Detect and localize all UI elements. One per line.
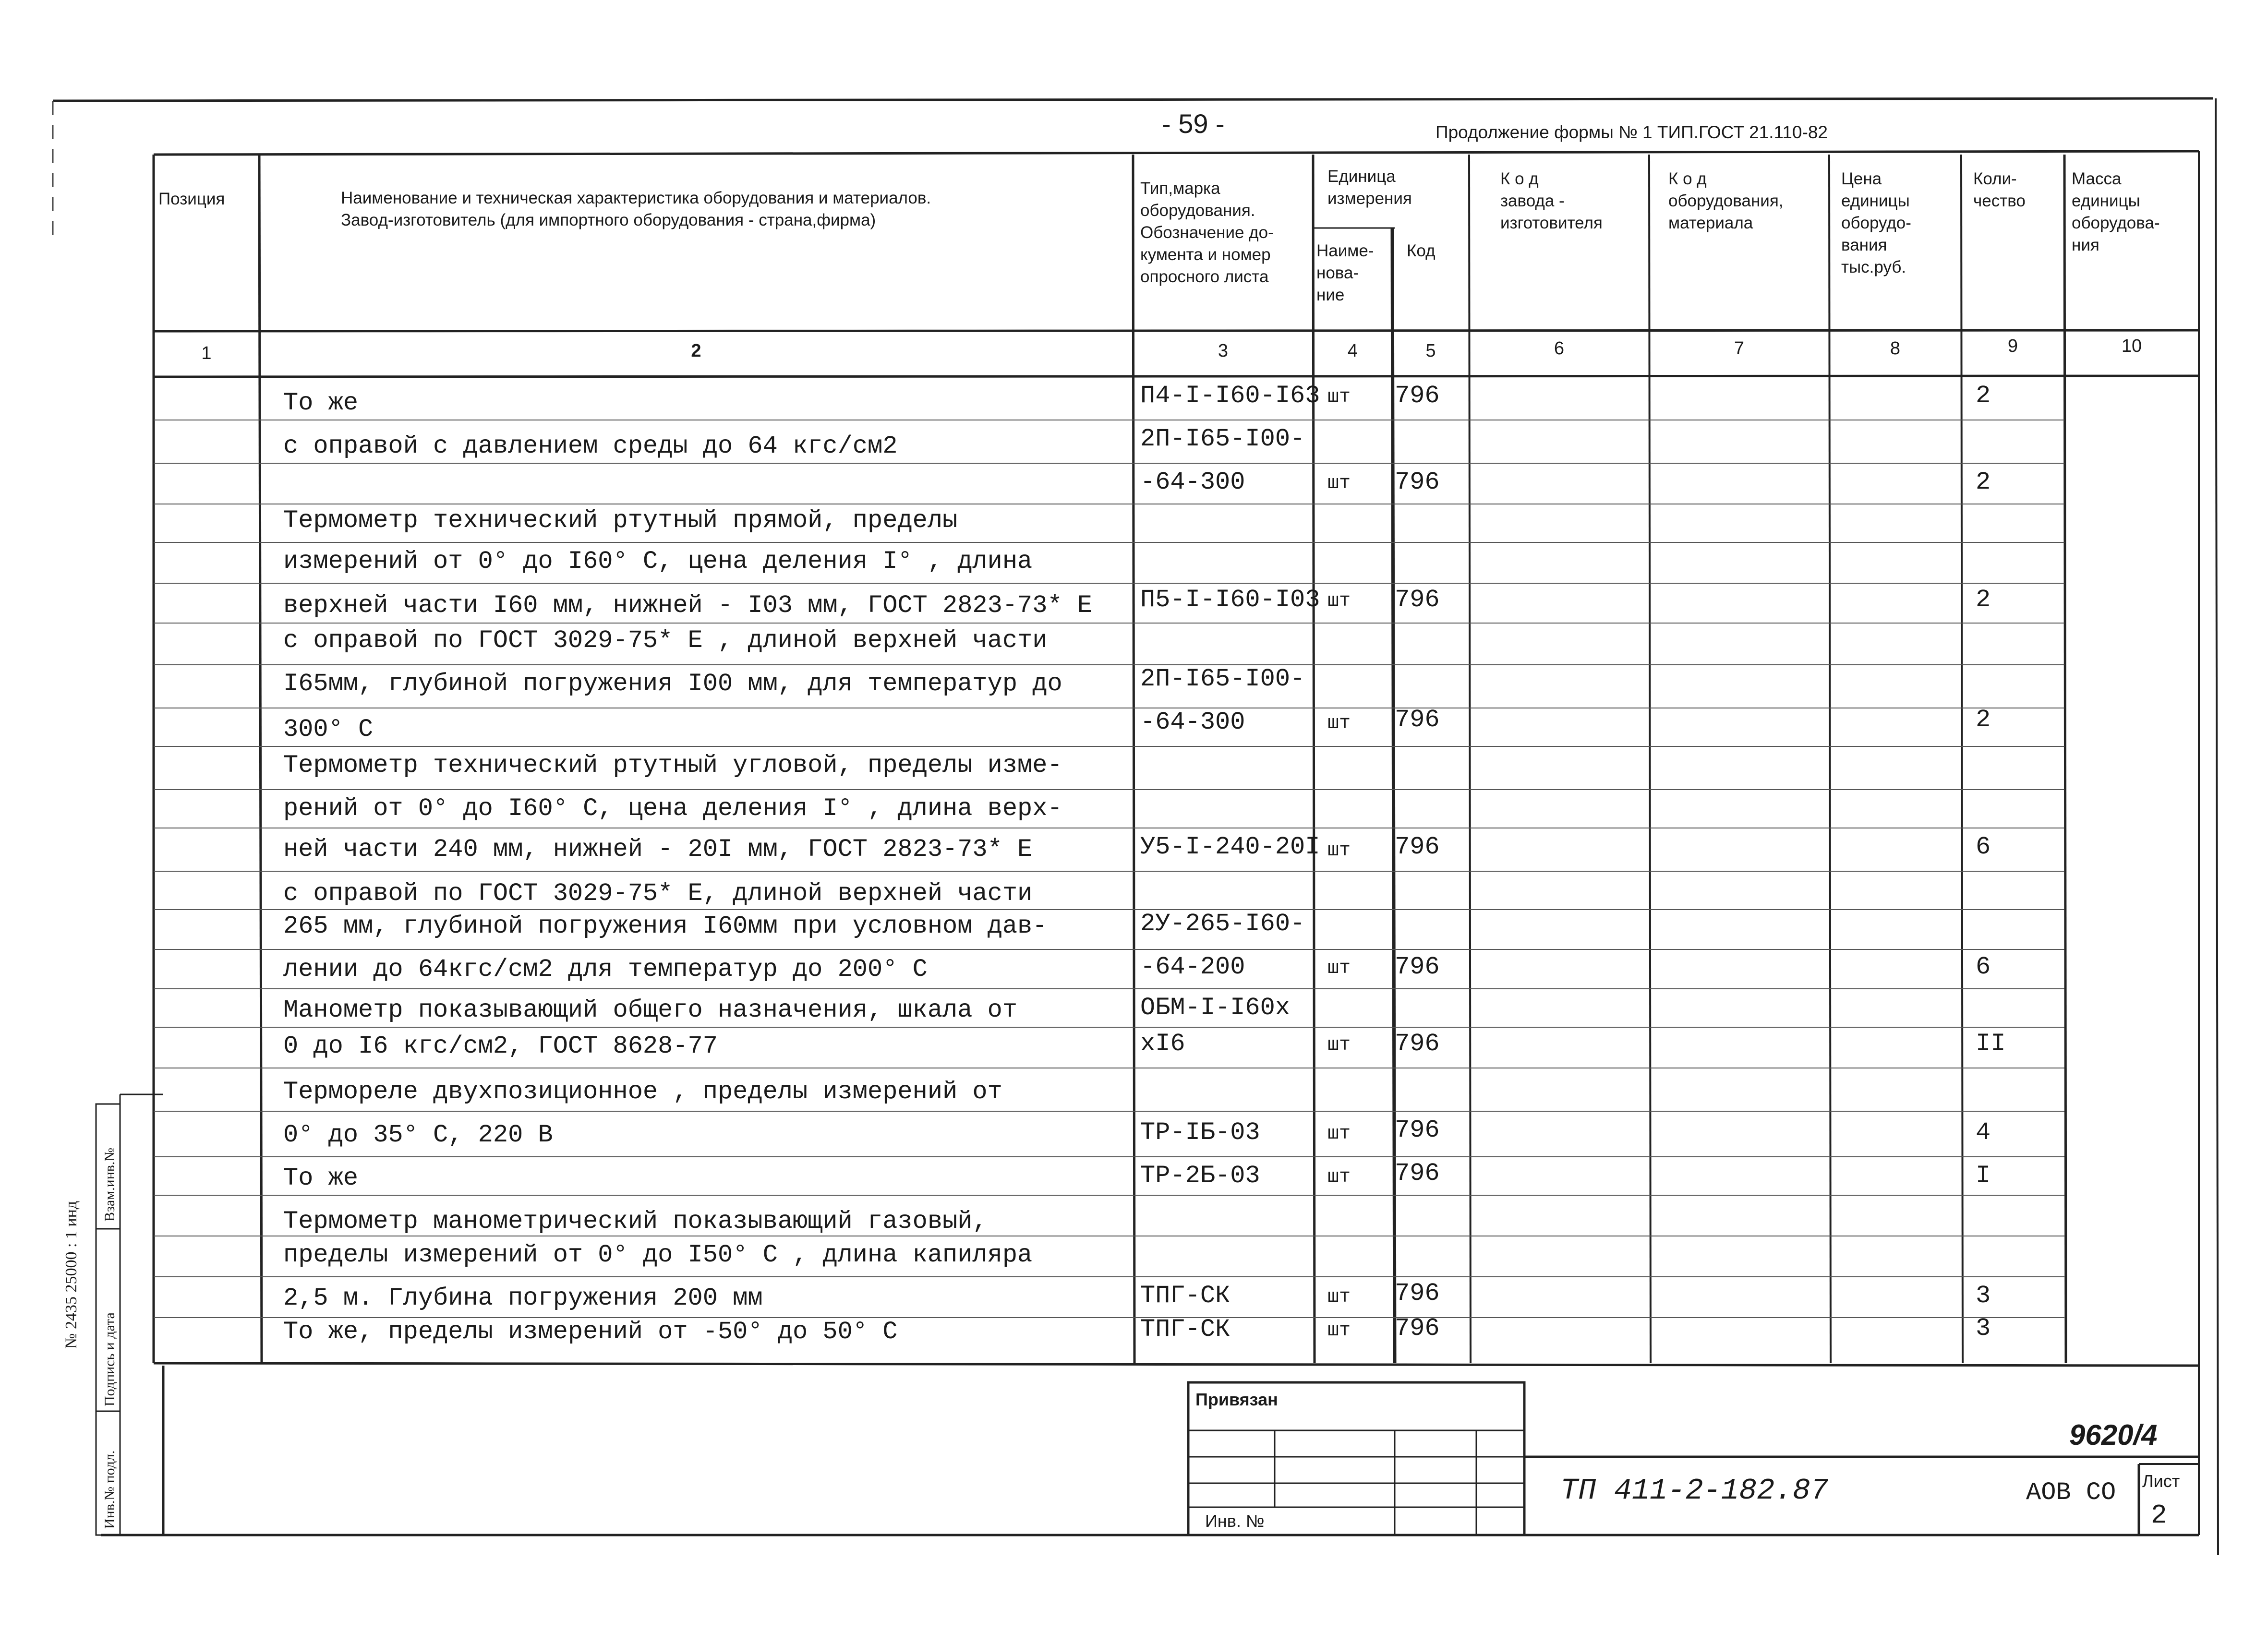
row-name: То же, пределы измерений от -50° до 50° С xyxy=(283,1318,898,1346)
stamp-doc-number: 9620/4 xyxy=(2069,1419,2158,1451)
row-unit: шт xyxy=(1327,1320,1351,1342)
header-price: Цена единицы оборудо- вания тыс.руб. xyxy=(1841,169,1911,276)
row-unit: шт xyxy=(1327,590,1351,612)
row-type: 2У-265-I60- xyxy=(1140,910,1305,938)
row-name: I65мм, глубиной погружения I00 мм, для температур до xyxy=(283,670,1062,698)
row-name: То же xyxy=(283,389,359,417)
header-unit-name: Наиме- нова- ние xyxy=(1316,241,1374,304)
header-mass: Масса единицы оборудова- ния xyxy=(2072,169,2160,254)
row-name: 0 до I6 кгс/см2, ГОСТ 8628-77 xyxy=(283,1032,718,1060)
row-name: Манометр показывающий общего назначения, шкала от xyxy=(283,996,1018,1024)
row-name: пределы измерений от 0° до I50° С , длина капиляра xyxy=(283,1241,1033,1269)
row-type: хI6 xyxy=(1140,1030,1185,1058)
row-type: П5-I-I60-I03 xyxy=(1140,586,1320,614)
row-qty: 2 xyxy=(1976,706,1991,734)
row-code: 796 xyxy=(1395,833,1440,861)
row-qty: 2 xyxy=(1976,586,1991,614)
row-unit: шт xyxy=(1327,473,1351,494)
row-name: То же xyxy=(283,1164,359,1192)
row-type: -64-200 xyxy=(1140,953,1245,981)
column-number-7: 7 xyxy=(1734,338,1745,359)
row-qty: I xyxy=(1976,1162,1991,1190)
row-type: ТПГ-СК xyxy=(1140,1282,1231,1310)
row-name: ней части 240 мм, нижней - 20I мм, ГОСТ 2823-73* Е xyxy=(283,835,1033,864)
stamp-project-code: ТП 411-2-182.87 xyxy=(1560,1474,1829,1508)
row-name: с оправой по ГОСТ 3029-75* Е , длиной верхней части xyxy=(283,626,1048,655)
header-equipment-code: К о д оборудования, материала xyxy=(1668,169,1784,232)
side-inv-no-podl: Инв.№ подл. xyxy=(102,1450,118,1529)
row-code: 796 xyxy=(1395,1314,1440,1343)
row-qty: 3 xyxy=(1976,1282,1991,1310)
side-archive-stamp: № 2435 25000 : 1 инд xyxy=(62,1200,80,1349)
row-unit: шт xyxy=(1327,1034,1351,1056)
stamp-sheet-label: Лист xyxy=(2142,1471,2180,1491)
row-name: измерений от 0° до I60° С, цена деления I° , длина xyxy=(283,547,1033,576)
row-name: 0° до 35° С, 220 В xyxy=(283,1121,553,1149)
row-name: верхней части I60 мм, нижней - I03 мм, ГОСТ 2823-73* Е xyxy=(283,591,1093,620)
column-number-6: 6 xyxy=(1554,338,1565,359)
row-name: Термометр манометрический показывающий газовый, xyxy=(283,1207,988,1236)
page-number: - 59 - xyxy=(1162,108,1225,139)
row-qty: 6 xyxy=(1976,833,1991,861)
form-continuation: Продолжение формы № 1 ТИП.ГОСТ 21.110-82 xyxy=(1436,122,1828,142)
side-vzam-inv: Взам.инв.№ xyxy=(102,1147,118,1222)
row-code: 796 xyxy=(1395,953,1440,981)
row-name: Термометр технический ртутный прямой, пределы xyxy=(283,506,958,535)
row-type: ТПГ-СК xyxy=(1140,1315,1231,1344)
row-name: Термометр технический ртутный угловой, пределы изме- xyxy=(283,751,1062,780)
stamp-sheet-number: 2 xyxy=(2151,1500,2167,1531)
row-unit: шт xyxy=(1327,713,1351,734)
row-unit: шт xyxy=(1327,958,1351,979)
row-code: 796 xyxy=(1395,1279,1440,1308)
row-qty: 4 xyxy=(1976,1118,1991,1147)
header-name: Наименование и техническая характеристика оборудования и материалов. Завод-изготовитель (для импортного оборудования - страна,фирма) xyxy=(341,189,931,229)
row-qty: 6 xyxy=(1976,953,1991,981)
row-name: 300° С xyxy=(283,715,374,744)
row-name: 2,5 м. Глубина погружения 200 мм xyxy=(283,1284,763,1312)
header-factory-code: К о д завода - изготовителя xyxy=(1500,169,1603,232)
row-name: рений от 0° до I60° С, цена деления I° , длина верх- xyxy=(283,794,1062,823)
header-unit-code: Код xyxy=(1407,241,1436,260)
column-number-3: 3 xyxy=(1218,341,1229,361)
row-code: 796 xyxy=(1395,1159,1440,1188)
row-unit: шт xyxy=(1327,1123,1351,1145)
stamp-privyazan: Привязан xyxy=(1195,1390,1278,1409)
header-position: Позиция xyxy=(158,190,225,208)
column-number-9: 9 xyxy=(2007,336,2018,356)
row-type: ОБМ-I-I60х xyxy=(1140,994,1291,1022)
header-unit-group: Единица измерения xyxy=(1327,167,1412,208)
row-code: 796 xyxy=(1395,706,1440,734)
row-unit: шт xyxy=(1327,386,1351,408)
row-code: 796 xyxy=(1395,586,1440,614)
row-type: П4-I-I60-I63 xyxy=(1140,382,1320,410)
row-type: ТР-IБ-03 xyxy=(1140,1118,1260,1147)
column-number-2: 2 xyxy=(691,341,701,361)
row-type: -64-300 xyxy=(1140,708,1245,736)
row-name: с оправой с давлением среды до 64 кгс/см2 xyxy=(283,432,898,460)
row-code: 796 xyxy=(1395,468,1440,496)
row-qty: 2 xyxy=(1976,468,1991,496)
row-type: 2П-I65-I00- xyxy=(1140,665,1305,693)
row-name: Термореле двухпозиционное , пределы измерений от xyxy=(283,1078,1002,1106)
row-qty: II xyxy=(1976,1030,2006,1058)
header-quantity: Коли- чество xyxy=(1973,169,2026,210)
column-number-10: 10 xyxy=(2121,336,2142,356)
row-name: лении до 64кгс/см2 для температур до 200° С xyxy=(283,955,928,984)
row-type: 2П-I65-I00- xyxy=(1140,425,1305,453)
row-type: У5-I-240-20I xyxy=(1140,833,1320,861)
column-number-1: 1 xyxy=(201,343,212,363)
row-type: -64-300 xyxy=(1140,468,1245,496)
row-type: ТР-2Б-03 xyxy=(1140,1162,1260,1190)
row-code: 796 xyxy=(1395,1116,1440,1144)
header-type: Тип,марка оборудования. Обозначение до- кумента и номер опросного листа xyxy=(1140,179,1274,286)
side-signature-date: Подпись и дата xyxy=(102,1312,118,1406)
stamp-section: АОВ СО xyxy=(2026,1478,2116,1507)
row-name: 265 мм, глубиной погружения I60мм при условном дав- xyxy=(283,912,1048,940)
column-number-8: 8 xyxy=(1890,338,1901,359)
row-qty: 2 xyxy=(1976,382,1991,410)
row-unit: шт xyxy=(1327,840,1351,862)
row-qty: 3 xyxy=(1976,1314,1991,1343)
stamp-inv-no: Инв. № xyxy=(1205,1511,1265,1531)
column-number-4: 4 xyxy=(1347,341,1358,361)
column-number-5: 5 xyxy=(1425,341,1436,361)
row-unit: шт xyxy=(1327,1286,1351,1308)
row-code: 796 xyxy=(1395,382,1440,410)
row-code: 796 xyxy=(1395,1030,1440,1058)
row-name: с оправой по ГОСТ 3029-75* Е, длиной верхней части xyxy=(283,879,1033,908)
row-unit: шт xyxy=(1327,1166,1351,1188)
